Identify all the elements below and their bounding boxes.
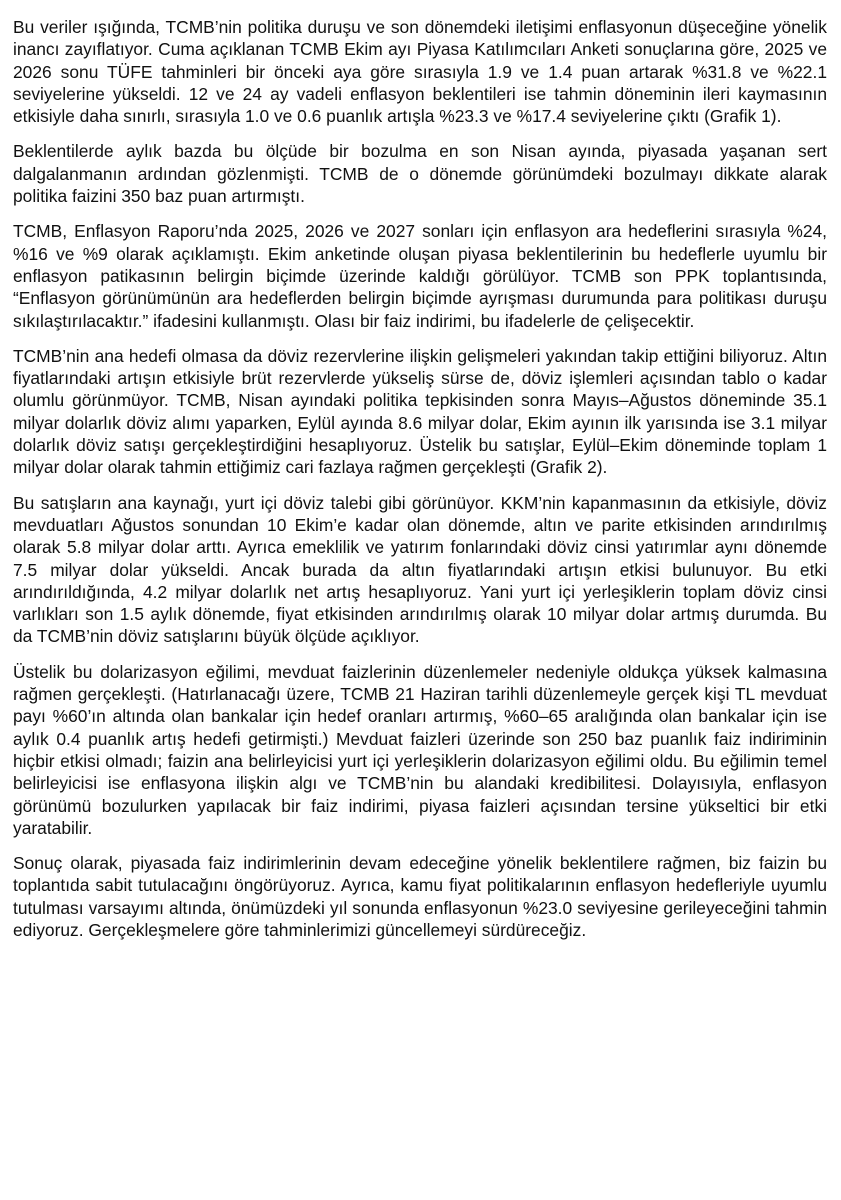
- paragraph-interim-targets: TCMB, Enflasyon Raporu’nda 2025, 2026 ve 2027 sonları için enflasyon ara hedeflerini sırasıyla %24, %16 ve %9 olarak açıklamıştı. Ekim anketinde oluşan piyasa beklentilerinin bu hedeflerle uyumlu bir enflasyon patikasının belirgin biçimde üzerinde kaldığı görülüyor. TCMB son PPK toplantısında, “Enflasyon görünümünün ara hedeflerden belirgin biçimde ayrışması durumunda para politikası duruşu sıkılaştırılacaktır.” ifadesini kullanmıştı. Olası bir faiz indirimi, bu ifadelerle de çelişecektir.: [13, 221, 827, 331]
- paragraph-inflation-expectations: Bu veriler ışığında, TCMB’nin politika duruşu ve son dönemdeki iletişimi enflasyonun düşeceğine yönelik inancı zayıflatıyor. Cuma açıklanan TCMB Ekim ayı Piyasa Katılımcıları Anketi sonuçlarına göre, 2025 ve 2026 sonu TÜFE tahminleri bir önceki aya göre sırasıyla 1.9 ve 1.4 puan artarak %31.8 ve %22.1 seviyelerine yükseldi. 12 ve 24 ay vadeli enflasyon beklentileri ise tahmin döneminin ileri kaymasının etkisiyle daha sınırlı, sırasıyla 1.0 ve 0.6 puanlık artışla %23.3 ve %17.4 seviyelerine çıktı (Grafik 1).: [13, 17, 827, 127]
- paragraph-dollarization: Üstelik bu dolarizasyon eğilimi, mevduat faizlerinin düzenlemeler nedeniyle oldukça yüksek kalmasına rağmen gerçekleşti. (Hatırlanacağı üzere, TCMB 21 Haziran tarihli düzenlemeyle gerçek kişi TL mevduat payı %60’ın altında olan bankalar için hedef oranları artırmış, %60–65 aralığında olan bankalar için ise aylık 0.4 puanlık artış hedefi getirmişti.) Mevduat faizleri üzerinde son 250 baz puanlık faiz indiriminin hiçbir etkisi olmadı; faizin ana belirleyicisi yurt içi yerleşiklerin dolarizasyon eğilimi oldu. Bu eğilimin temel belirleyicisi ise enflasyona ilişkin algı ve TCMB’nin bu alandaki kredibilitesi. Dolayısıyla, enflasyon görünümü bozulurken yapılacak bir faiz indirimi, piyasa faizleri açısından tersine yükseltici bir etki yaratabilir.: [13, 661, 827, 838]
- paragraph-fx-reserves: TCMB’nin ana hedefi olmasa da döviz rezervlerine ilişkin gelişmeleri yakından takip ettiğini biliyoruz. Altın fiyatlarındaki artışın etkisiyle brüt rezervlerde yükseliş sürse de, döviz işlemleri açısından tablo o kadar olumlu görünmüyor. TCMB, Nisan ayındaki politika tepkisinden sonra Mayıs–Ağustos döneminde 35.1 milyar dolarlık döviz alımı yaparken, Eylül ayında 8.6 milyar dolar, Ekim ayının ilk yarısında ise 3.1 milyar dolarlık döviz satışı gerçekleştirdiğini hesaplıyoruz. Üstelik bu satışlar, Eylül–Ekim döneminde toplam 1 milyar dolar olarak tahmin ettiğimiz cari fazlaya rağmen gerçekleşti (Grafik 2).: [13, 345, 827, 478]
- paragraph-april-deterioration: Beklentilerde aylık bazda bu ölçüde bir bozulma en son Nisan ayında, piyasada yaşanan sert dalgalanmanın ardından gözlenmişti. TCMB de o dönemde görünümdeki bozulmayı dikkate alarak politika faizini 350 baz puan artırmıştı.: [13, 141, 827, 207]
- paragraph-fx-demand: Bu satışların ana kaynağı, yurt içi döviz talebi gibi görünüyor. KKM’nin kapanmasının da etkisiyle, döviz mevduatları Ağustos sonundan 10 Ekim’e kadar olan dönemde, altın ve parite etkisinden arındırılmış olarak 5.8 milyar dolar arttı. Ayrıca emeklilik ve yatırım fonlarındaki döviz cinsi yatırımlar aynı dönemde 7.5 milyar dolar yükseldi. Ancak burada da altın fiyatlarındaki artışın etkisi bulunuyor. Bu etki arındırıldığında, 4.2 milyar dolarlık net artış hesaplıyoruz. Yani yurt içi yerleşiklerin toplam döviz cinsi varlıkları son 1.5 aylık dönemde, fiyat etkisinden arındırılmış olarak 10 milyar dolar artmış durumda. Bu da TCMB’nin döviz satışlarını büyük ölçüde açıklıyor.: [13, 492, 827, 647]
- paragraph-conclusion: Sonuç olarak, piyasada faiz indirimlerinin devam edeceğine yönelik beklentilere rağmen, biz faizin bu toplantıda sabit tutulacağını öngörüyoruz. Ayrıca, kamu fiyat politikalarının enflasyon hedefleriyle uyumlu tutulması varsayımı altında, önümüzdeki yıl sonunda enflasyonun %23.0 seviyesine gerileyeceğini tahmin ediyoruz. Gerçekleşmelere göre tahminlerimizi güncellemeyi sürdüreceğiz.: [13, 853, 827, 940]
